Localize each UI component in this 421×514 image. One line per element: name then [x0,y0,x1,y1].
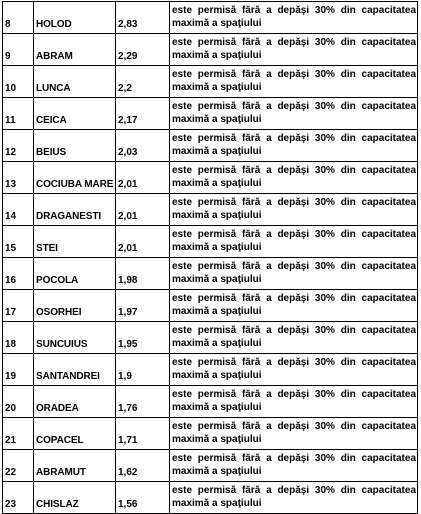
note-text: este permisă fără a depăşi 30% din capacitatea maximă a spaţiului [172,453,416,477]
table-row [3,226,418,258]
row-number: 22 [3,450,34,482]
table-row [3,418,418,450]
rate-value: 2,29 [116,34,170,66]
note-text: este permisă fără a depăşi 30% din capacitatea maximă a spaţiului [172,37,416,61]
rate-value: 1,9 [116,354,170,386]
row-number: 12 [3,130,34,162]
row-number: 23 [3,482,34,514]
rate-value: 1,71 [116,418,170,450]
note-cell [170,354,418,386]
table-row [3,162,418,194]
note-text: este permisă fără a depăşi 30% din capacitatea maximă a spaţiului [172,197,416,221]
table-row [3,98,418,130]
locality-name: LUNCA [34,66,116,98]
note-text: este permisă fără a depăşi 30% din capacitatea maximă a spaţiului [172,229,416,253]
note-cell [170,34,418,66]
locality-name: COCIUBA MARE [34,162,116,194]
table-row [3,482,418,514]
table-row [3,450,418,482]
rate-value: 2,03 [116,130,170,162]
table-row [3,290,418,322]
note-cell [170,66,418,98]
note-cell [170,194,418,226]
table-row [3,130,418,162]
locality-name: OSORHEI [34,290,116,322]
note-cell [170,258,418,290]
note-text: este permisă fără a depăşi 30% din capacitatea maximă a spaţiului [172,133,416,157]
row-number: 21 [3,418,34,450]
row-number: 20 [3,386,34,418]
table-row [3,194,418,226]
table-row [3,258,418,290]
locality-name: STEI [34,226,116,258]
table-row [3,386,418,418]
note-text: este permisă fără a depăşi 30% din capacitatea maximă a spaţiului [172,389,416,413]
rate-value: 2,01 [116,194,170,226]
locality-name: ABRAMUT [34,450,116,482]
row-number: 8 [3,2,34,34]
row-number: 17 [3,290,34,322]
note-text: este permisă fără a depăşi 30% din capacitatea maximă a spaţiului [172,69,416,93]
row-number: 14 [3,194,34,226]
row-number: 18 [3,322,34,354]
note-cell [170,322,418,354]
locality-name: CEICA [34,98,116,130]
row-number: 13 [3,162,34,194]
table-row [3,354,418,386]
table-row [3,66,418,98]
note-cell [170,130,418,162]
note-text: este permisă fără a depăşi 30% din capacitatea maximă a spaţiului [172,165,416,189]
row-number: 16 [3,258,34,290]
note-cell [170,386,418,418]
locality-name: COPACEL [34,418,116,450]
rate-value: 1,56 [116,482,170,514]
locality-name: HOLOD [34,2,116,34]
rate-value: 2,01 [116,226,170,258]
rate-value: 1,95 [116,322,170,354]
rate-value: 2,2 [116,66,170,98]
row-number: 19 [3,354,34,386]
note-text: este permisă fără a depăşi 30% din capacitatea maximă a spaţiului [172,5,416,29]
note-text: este permisă fără a depăşi 30% din capacitatea maximă a spaţiului [172,325,416,349]
rate-value: 2,83 [116,2,170,34]
note-cell [170,98,418,130]
rate-value: 1,62 [116,450,170,482]
rate-value: 2,01 [116,162,170,194]
note-text: este permisă fără a depăşi 30% din capacitatea maximă a spaţiului [172,357,416,381]
row-number: 10 [3,66,34,98]
localities-table [2,1,418,514]
note-cell [170,226,418,258]
table-row [3,34,418,66]
rate-value: 1,98 [116,258,170,290]
locality-name: ORADEA [34,386,116,418]
locality-name: BEIUS [34,130,116,162]
table-row [3,322,418,354]
note-cell [170,2,418,34]
locality-name: CHISLAZ [34,482,116,514]
note-text: este permisă fără a depăşi 30% din capacitatea maximă a spaţiului [172,421,416,445]
locality-name: SUNCUIUS [34,322,116,354]
table-body [3,2,418,514]
note-text: este permisă fără a depăşi 30% din capacitatea maximă a spaţiului [172,293,416,317]
rate-value: 1,76 [116,386,170,418]
note-cell [170,290,418,322]
row-number: 15 [3,226,34,258]
note-cell [170,450,418,482]
locality-name: ABRAM [34,34,116,66]
note-text: este permisă fără a depăşi 30% din capacitatea maximă a spaţiului [172,101,416,125]
note-cell [170,482,418,514]
note-cell [170,162,418,194]
locality-name: SANTANDREI [34,354,116,386]
rate-value: 1,97 [116,290,170,322]
locality-name: POCOLA [34,258,116,290]
note-cell [170,418,418,450]
row-number: 11 [3,98,34,130]
locality-name: DRAGANESTI [34,194,116,226]
rate-value: 2,17 [116,98,170,130]
row-number: 9 [3,34,34,66]
note-text: este permisă fără a depăşi 30% din capacitatea maximă a spaţiului [172,485,416,509]
table-row [3,2,418,34]
note-text: este permisă fără a depăşi 30% din capacitatea maximă a spaţiului [172,261,416,285]
